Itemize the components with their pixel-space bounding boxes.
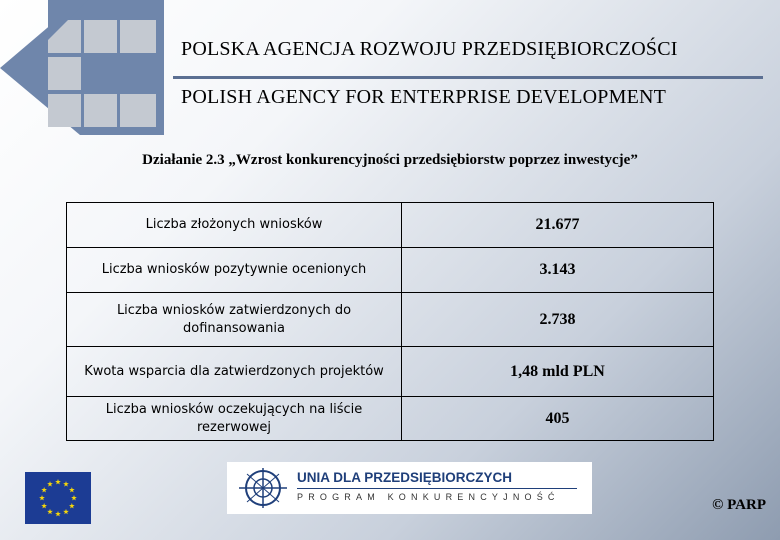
agency-name-polish: POLSKA AGENCJA ROZWOJU PRZEDSIĘBIORCZOŚCI [181,38,678,60]
eu-flag-icon [25,472,91,524]
row-label: Liczba złożonych wniosków [67,203,402,248]
table-row [67,248,714,293]
header-divider [173,76,763,79]
row-label: Kwota wsparcia dla zatwierdzonych projektów [67,347,402,397]
row-value: 2.738 [402,293,714,347]
row-value: 21.677 [402,203,714,248]
table-row [67,293,714,347]
programme-logo [227,462,592,514]
row-value: 405 [402,397,714,441]
programme-divider [297,488,577,489]
table-row [67,347,714,397]
programme-logo-icon [235,466,291,510]
row-value: 3.143 [402,248,714,293]
programme-subtitle: PROGRAM KONKURENCYJNOŚĆ [297,492,560,502]
table-row [67,397,714,441]
statistics-table [66,202,714,441]
agency-name-english: POLISH AGENCY FOR ENTERPRISE DEVELOPMENT [181,86,667,108]
row-label: Liczba wniosków oczekujących na liście rezerwowej [67,397,402,441]
parp-logo-icon [0,0,170,135]
copyright-text: © PARP [712,497,766,513]
action-title: Działanie 2.3 „Wzrost konkurencyjności przedsiębiorstw poprzez inwestycje” [142,152,638,168]
table-row [67,203,714,248]
row-label: Liczba wniosków zatwierdzonych do dofinansowania [67,293,402,347]
programme-title: UNIA DLA PRZEDSIĘBIORCZYCH [297,470,513,485]
row-value: 1,48 mld PLN [402,347,714,397]
row-label: Liczba wniosków pozytywnie ocenionych [67,248,402,293]
